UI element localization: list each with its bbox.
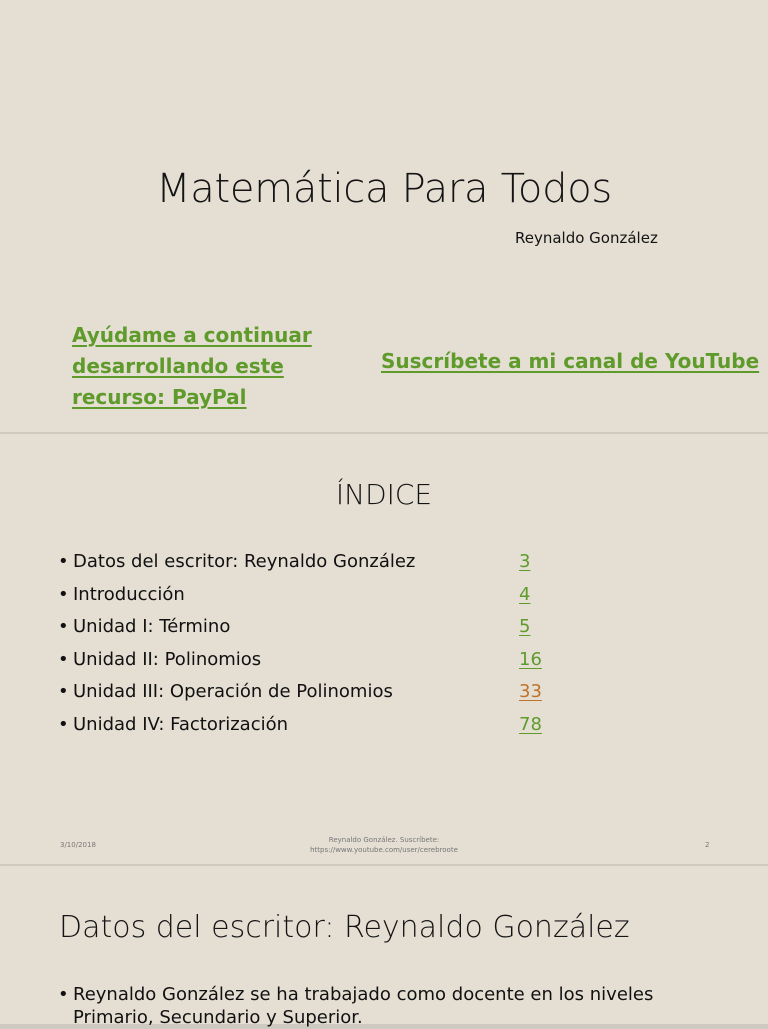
author-bullet-text: Reynaldo González se ha trabajado como docente en los niveles Primario, Secundario y Superior. xyxy=(73,984,654,1028)
index-page-link[interactable]: 33 xyxy=(519,681,542,702)
index-item xyxy=(58,644,578,677)
author-slide-title: Datos del escritor: Reynaldo González xyxy=(59,910,630,945)
paypal-link-block xyxy=(72,320,352,413)
index-item xyxy=(58,709,578,742)
index-item xyxy=(58,676,578,709)
presentation-title: Matemática Para Todos xyxy=(156,166,612,212)
bullet-icon: • xyxy=(58,713,69,735)
index-item-label: Unidad II: Polinomios xyxy=(73,648,262,670)
index-page-link[interactable]: 16 xyxy=(519,648,542,670)
footer-center xyxy=(284,835,484,855)
index-page-link[interactable]: 78 xyxy=(519,713,542,735)
index-title: ÍNDICE xyxy=(335,478,433,511)
slide-number: 2 xyxy=(705,841,710,849)
index-item xyxy=(58,546,578,579)
youtube-link[interactable]: Suscríbete a mi canal de YouTube xyxy=(381,349,760,373)
index-page-link[interactable]: 3 xyxy=(519,551,531,572)
index-item xyxy=(58,611,578,644)
footer-date: 3/10/2018 xyxy=(60,841,96,849)
index-item-label: Unidad IV: Factorización xyxy=(73,713,289,735)
title-slide xyxy=(0,0,768,432)
bullet-icon: • xyxy=(58,681,69,702)
bullet-icon: • xyxy=(58,616,69,637)
index-item-label: Unidad III: Operación de Polinomios xyxy=(73,681,393,702)
index-page-link[interactable]: 5 xyxy=(519,616,531,637)
index-item-label: Unidad I: Término xyxy=(73,616,231,637)
index-list xyxy=(58,546,578,741)
index-item-label: Introducción xyxy=(73,583,185,605)
paypal-link[interactable]: Ayúdame a continuar desarrollando este recurso: PayPal xyxy=(72,323,312,409)
index-item xyxy=(58,579,578,612)
youtube-link-block xyxy=(381,346,759,377)
author-name: Reynaldo González xyxy=(515,229,658,247)
bullet-icon: • xyxy=(58,551,69,572)
index-page-link[interactable]: 4 xyxy=(519,583,531,605)
author-bullet xyxy=(58,983,678,1029)
bullet-icon: • xyxy=(58,648,69,670)
footer-author: Reynaldo González. Suscríbete: xyxy=(328,836,440,844)
index-item-label: Datos del escritor: Reynaldo González xyxy=(73,551,416,572)
footer-url: https://www.youtube.com/user/cerebroote xyxy=(310,846,458,854)
bullet-icon: • xyxy=(58,583,69,605)
bullet-icon: • xyxy=(58,984,69,1005)
